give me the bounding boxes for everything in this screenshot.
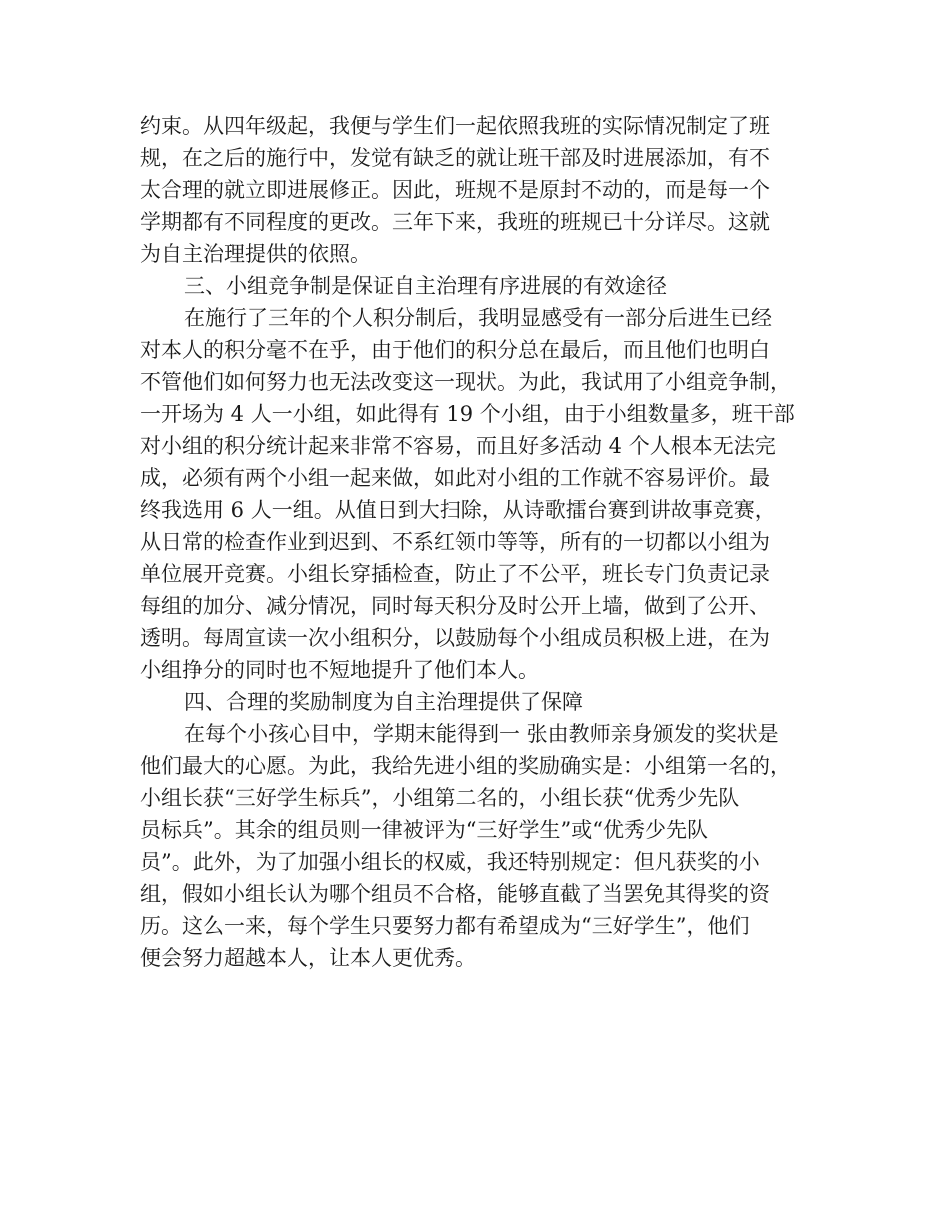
text-line: 四、合理的奖励制度为自主治理提供了保障 — [184, 690, 583, 714]
text-line: 从日常的检查作业到迟到、不系红领巾等等，所有的一切都以小组为 — [140, 530, 770, 554]
document-body — [140, 110, 840, 974]
text-line: 终我选用 6 人一组。从值日到大扫除，从诗歌擂台赛到讲故事竞赛， — [140, 498, 776, 522]
text-line: 历。这么一来，每个学生只要努力都有希望成为“三好学生”，他们 — [140, 914, 750, 938]
text-line: 小组挣分的同时也不短地提升了他们本人。 — [140, 658, 539, 682]
text-line: 为自主治理提供的依照。 — [140, 242, 371, 266]
text-line: 规，在之后的施行中，发觉有缺乏的就让班干部及时进展添加，有不 — [140, 146, 770, 170]
text-line: 组，假如小组长认为哪个组员不合格，能够直截了当罢免其得奖的资 — [140, 882, 770, 906]
text-line: 他们最大的心愿。为此，我给先进小组的奖励确实是：小组第一名的， — [140, 754, 791, 778]
text-line: 员”。此外，为了加强小组长的权威，我还特别规定：但凡获奖的小 — [140, 850, 760, 874]
text-line: 对小组的积分统计起来非常不容易，而且好多活动 4 个人根本无法完 — [140, 434, 776, 458]
text-line: 不管他们如何努力也无法改变这一现状。为此，我试用了小组竞争制， — [140, 370, 791, 394]
text-line: 一开场为 4 人一小组，如此得有 19 个小组，由于小组数量多，班干部 — [140, 402, 795, 426]
text-line: 员标兵”。其余的组员则一律被评为“三好学生”或“优秀少先队 — [140, 818, 708, 842]
text-line: 成，必须有两个小组一起来做，如此对小组的工作就不容易评价。最 — [140, 466, 770, 490]
text-line: 便会努力超越本人，让本人更优秀。 — [140, 946, 476, 970]
text-line: 三、小组竞争制是保证自主治理有序进展的有效途径 — [184, 274, 667, 298]
text-line: 在每个小孩心目中，学期末能得到一 张由教师亲身颁发的奖状是 — [184, 722, 779, 746]
text-line: 对本人的积分毫不在乎，由于他们的积分总在最后，而且他们也明白 — [140, 338, 770, 362]
text-line: 小组长获“三好学生标兵”，小组第二名的，小组长获“优秀少先队 — [140, 786, 740, 810]
text-line: 单位展开竞赛。小组长穿插检查，防止了不公平，班长专门负责记录 — [140, 562, 770, 586]
text-line: 学期都有不同程度的更改。三年下来，我班的班规已十分详尽。这就 — [140, 210, 770, 234]
text-line: 太合理的就立即进展修正。因此，班规不是原封不动的，而是每一个 — [140, 178, 770, 202]
text-line: 约束。从四年级起，我便与学生们一起依照我班的实际情况制定了班 — [140, 114, 770, 138]
text-line: 每组的加分、减分情况，同时每天积分及时公开上墙，做到了公开、 — [140, 594, 770, 618]
text-line: 在施行了三年的个人积分制后，我明显感受有一部分后进生已经 — [184, 306, 772, 330]
text-line: 透明。每周宣读一次小组积分，以鼓励每个小组成员积极上进，在为 — [140, 626, 770, 650]
